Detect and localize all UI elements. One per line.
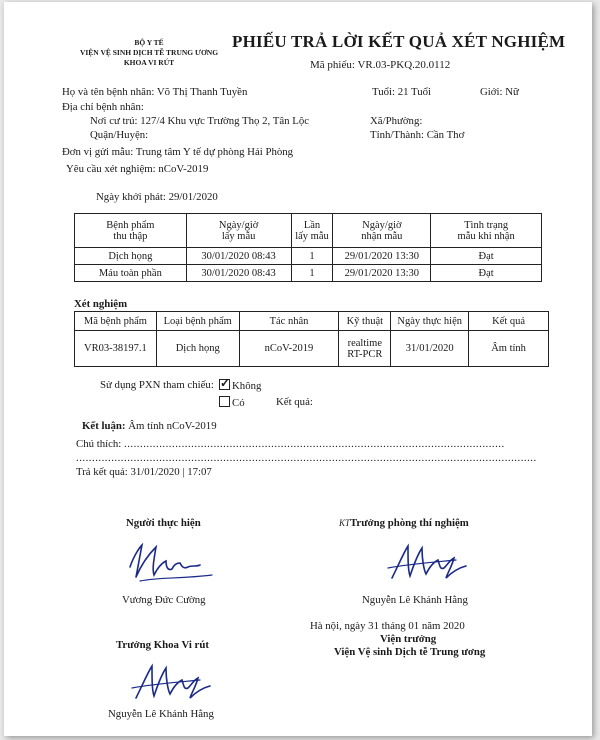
specimen-header-row: [75, 214, 542, 248]
specimen-header-times: Lần lấy mẫu: [291, 214, 333, 248]
ministry-name: BỘ Y TẾ: [134, 38, 164, 47]
test-date-cell: 31/01/2020: [391, 331, 469, 367]
notes-label: Chú thích:: [76, 438, 122, 450]
specimen-header-status: Tình trạng mẫu khi nhận: [431, 214, 542, 248]
times-cell: 1: [291, 265, 333, 282]
lab-head-prefix: KT: [339, 518, 351, 528]
specimen-header-received: Ngày/giờ nhận mẫu: [333, 214, 431, 248]
ward-label: Xã/Phường:: [370, 115, 423, 127]
form-code: [310, 59, 450, 71]
director-org: Viện Vệ sinh Dịch tễ Trung ương: [334, 646, 486, 658]
virus-head-name: Nguyễn Lê Khánh Hằng: [108, 708, 214, 720]
form-code-label: Mã phiếu:: [310, 59, 355, 71]
conclusion-line: [82, 420, 217, 432]
request-label: Yêu cầu xét nghiệm:: [66, 163, 156, 175]
test-header-date: Ngày thực hiện: [391, 312, 469, 331]
returned-label: Trả kết quả:: [76, 466, 128, 478]
test-header-row: [75, 312, 549, 331]
specimen-cell: Máu toàn phần: [75, 265, 187, 282]
reference-result-label: Kết quả:: [276, 396, 313, 408]
specimen-header-collected: Ngày/giờ lấy mẫu: [186, 214, 291, 248]
result-form-page: [4, 2, 592, 736]
ward-line: [370, 115, 422, 127]
notes-dots: .......................................................................................................................: [124, 438, 505, 450]
patient-name: Võ Thị Thanh Tuyền: [156, 86, 248, 98]
test-type-cell: Dịch họng: [156, 331, 239, 367]
test-result-cell: Âm tính: [469, 331, 549, 367]
patient-sex-line: [480, 86, 519, 98]
performer-name: Vương Đức Cường: [122, 594, 206, 606]
reference-no-option[interactable]: [219, 379, 261, 392]
province-line: [370, 129, 464, 141]
returned-value: 31/01/2020 | 17:07: [130, 466, 212, 478]
times-cell: 1: [291, 248, 333, 265]
residence-value: 127/4 Khu vực Trường Thọ 2, Tân Lộc: [140, 115, 310, 127]
table-row: [75, 248, 542, 265]
form-title: PHIẾU TRẢ LỜI KẾT QUẢ XÉT NGHIỆM: [232, 32, 566, 51]
residence-label: Nơi cư trú:: [90, 115, 138, 127]
test-header-method: Kỹ thuật: [339, 312, 391, 331]
test-header-agent: Tác nhân: [239, 312, 339, 331]
notes-dots-line: ................................................................................................................................................: [76, 452, 537, 464]
performer-signature: [120, 537, 220, 587]
reference-label: Sử dụng PXN tham chiếu:: [100, 379, 214, 391]
patient-age-label: Tuổi:: [372, 86, 396, 98]
institute-name: VIỆN VỆ SINH DỊCH TỄ TRUNG ƯƠNG: [79, 48, 219, 57]
notes-line: [76, 438, 505, 450]
test-section-title: Xét nghiệm: [74, 298, 128, 310]
conclusion-label: Kết luận:: [82, 420, 126, 432]
test-header-type: Loại bệnh phẩm: [156, 312, 239, 331]
place-date: Hà nội, ngày 31 tháng 01 năm 2020: [310, 620, 465, 632]
test-method-cell: realtime RT-PCR: [339, 331, 391, 367]
sender-line: [62, 146, 293, 158]
patient-sex-label: Giới:: [480, 86, 503, 98]
virus-head-title: Trưởng Khoa Vi rút: [116, 639, 209, 651]
sender-value: Trung tâm Y tế dự phòng Hải Phòng: [135, 146, 294, 158]
reference-no-label: Không: [232, 380, 262, 392]
test-agent-cell: nCoV-2019: [239, 331, 339, 367]
institution-header: [64, 38, 234, 68]
director-title: Viện trưởng: [380, 633, 437, 645]
province-value: Cần Thơ: [426, 129, 465, 141]
district-line: [90, 129, 148, 141]
table-row: [75, 265, 542, 282]
test-code-cell: VR03-38197.1: [75, 331, 157, 367]
patient-name-label: Họ và tên bệnh nhân:: [62, 86, 155, 98]
returned-line: [76, 466, 212, 478]
onset-value: 29/01/2020: [168, 191, 218, 203]
request-line: [66, 163, 208, 175]
test-table: [74, 311, 549, 367]
patient-address-label: Địa chỉ bệnh nhân:: [62, 101, 144, 113]
received-cell: 29/01/2020 13:30: [333, 265, 431, 282]
collected-cell: 30/01/2020 08:43: [186, 248, 291, 265]
lab-head-signature: [386, 538, 476, 586]
department-name: KHOA VI RÚT: [123, 58, 175, 67]
conclusion-value: Âm tính nCoV-2019: [128, 420, 217, 432]
patient-name-line: [62, 86, 247, 98]
performer-title: Người thực hiện: [126, 517, 201, 529]
collected-cell: 30/01/2020 08:43: [186, 265, 291, 282]
reference-yes-checkbox[interactable]: [219, 396, 230, 407]
status-cell: Đạt: [431, 265, 542, 282]
lab-head-name: Nguyễn Lê Khánh Hằng: [362, 594, 468, 606]
patient-age-line: [372, 86, 431, 98]
province-label: Tỉnh/Thành:: [370, 129, 424, 141]
lab-head-title-line: [339, 517, 469, 529]
test-header-code: Mã bệnh phẩm: [75, 312, 157, 331]
reference-yes-option[interactable]: [219, 396, 245, 409]
status-cell: Đạt: [431, 248, 542, 265]
received-cell: 29/01/2020 13:30: [333, 248, 431, 265]
specimen-table: [74, 213, 542, 282]
reference-yes-label: Có: [232, 397, 245, 409]
specimen-cell: Dịch họng: [75, 248, 187, 265]
request-value: nCoV-2019: [158, 163, 209, 175]
table-row: [75, 331, 549, 367]
onset-line: [96, 191, 218, 203]
specimen-header-specimen: Bệnh phẩm thu thập: [75, 214, 187, 248]
patient-age: 21 Tuổi: [397, 86, 432, 98]
district-label: Quận/Huyện:: [90, 129, 149, 141]
onset-label: Ngày khởi phát:: [96, 191, 166, 203]
form-code-value: VR.03-PKQ.20.0112: [357, 59, 451, 71]
lab-head-title: Trưởng phòng thí nghiệm: [350, 517, 469, 529]
sender-label: Đơn vị gửi mẫu:: [62, 146, 134, 158]
residence-line: [90, 115, 309, 127]
reference-no-checkbox[interactable]: [219, 379, 230, 390]
test-header-result: Kết quả: [469, 312, 549, 331]
virus-head-signature: [130, 658, 220, 706]
patient-sex: Nữ: [505, 86, 519, 98]
